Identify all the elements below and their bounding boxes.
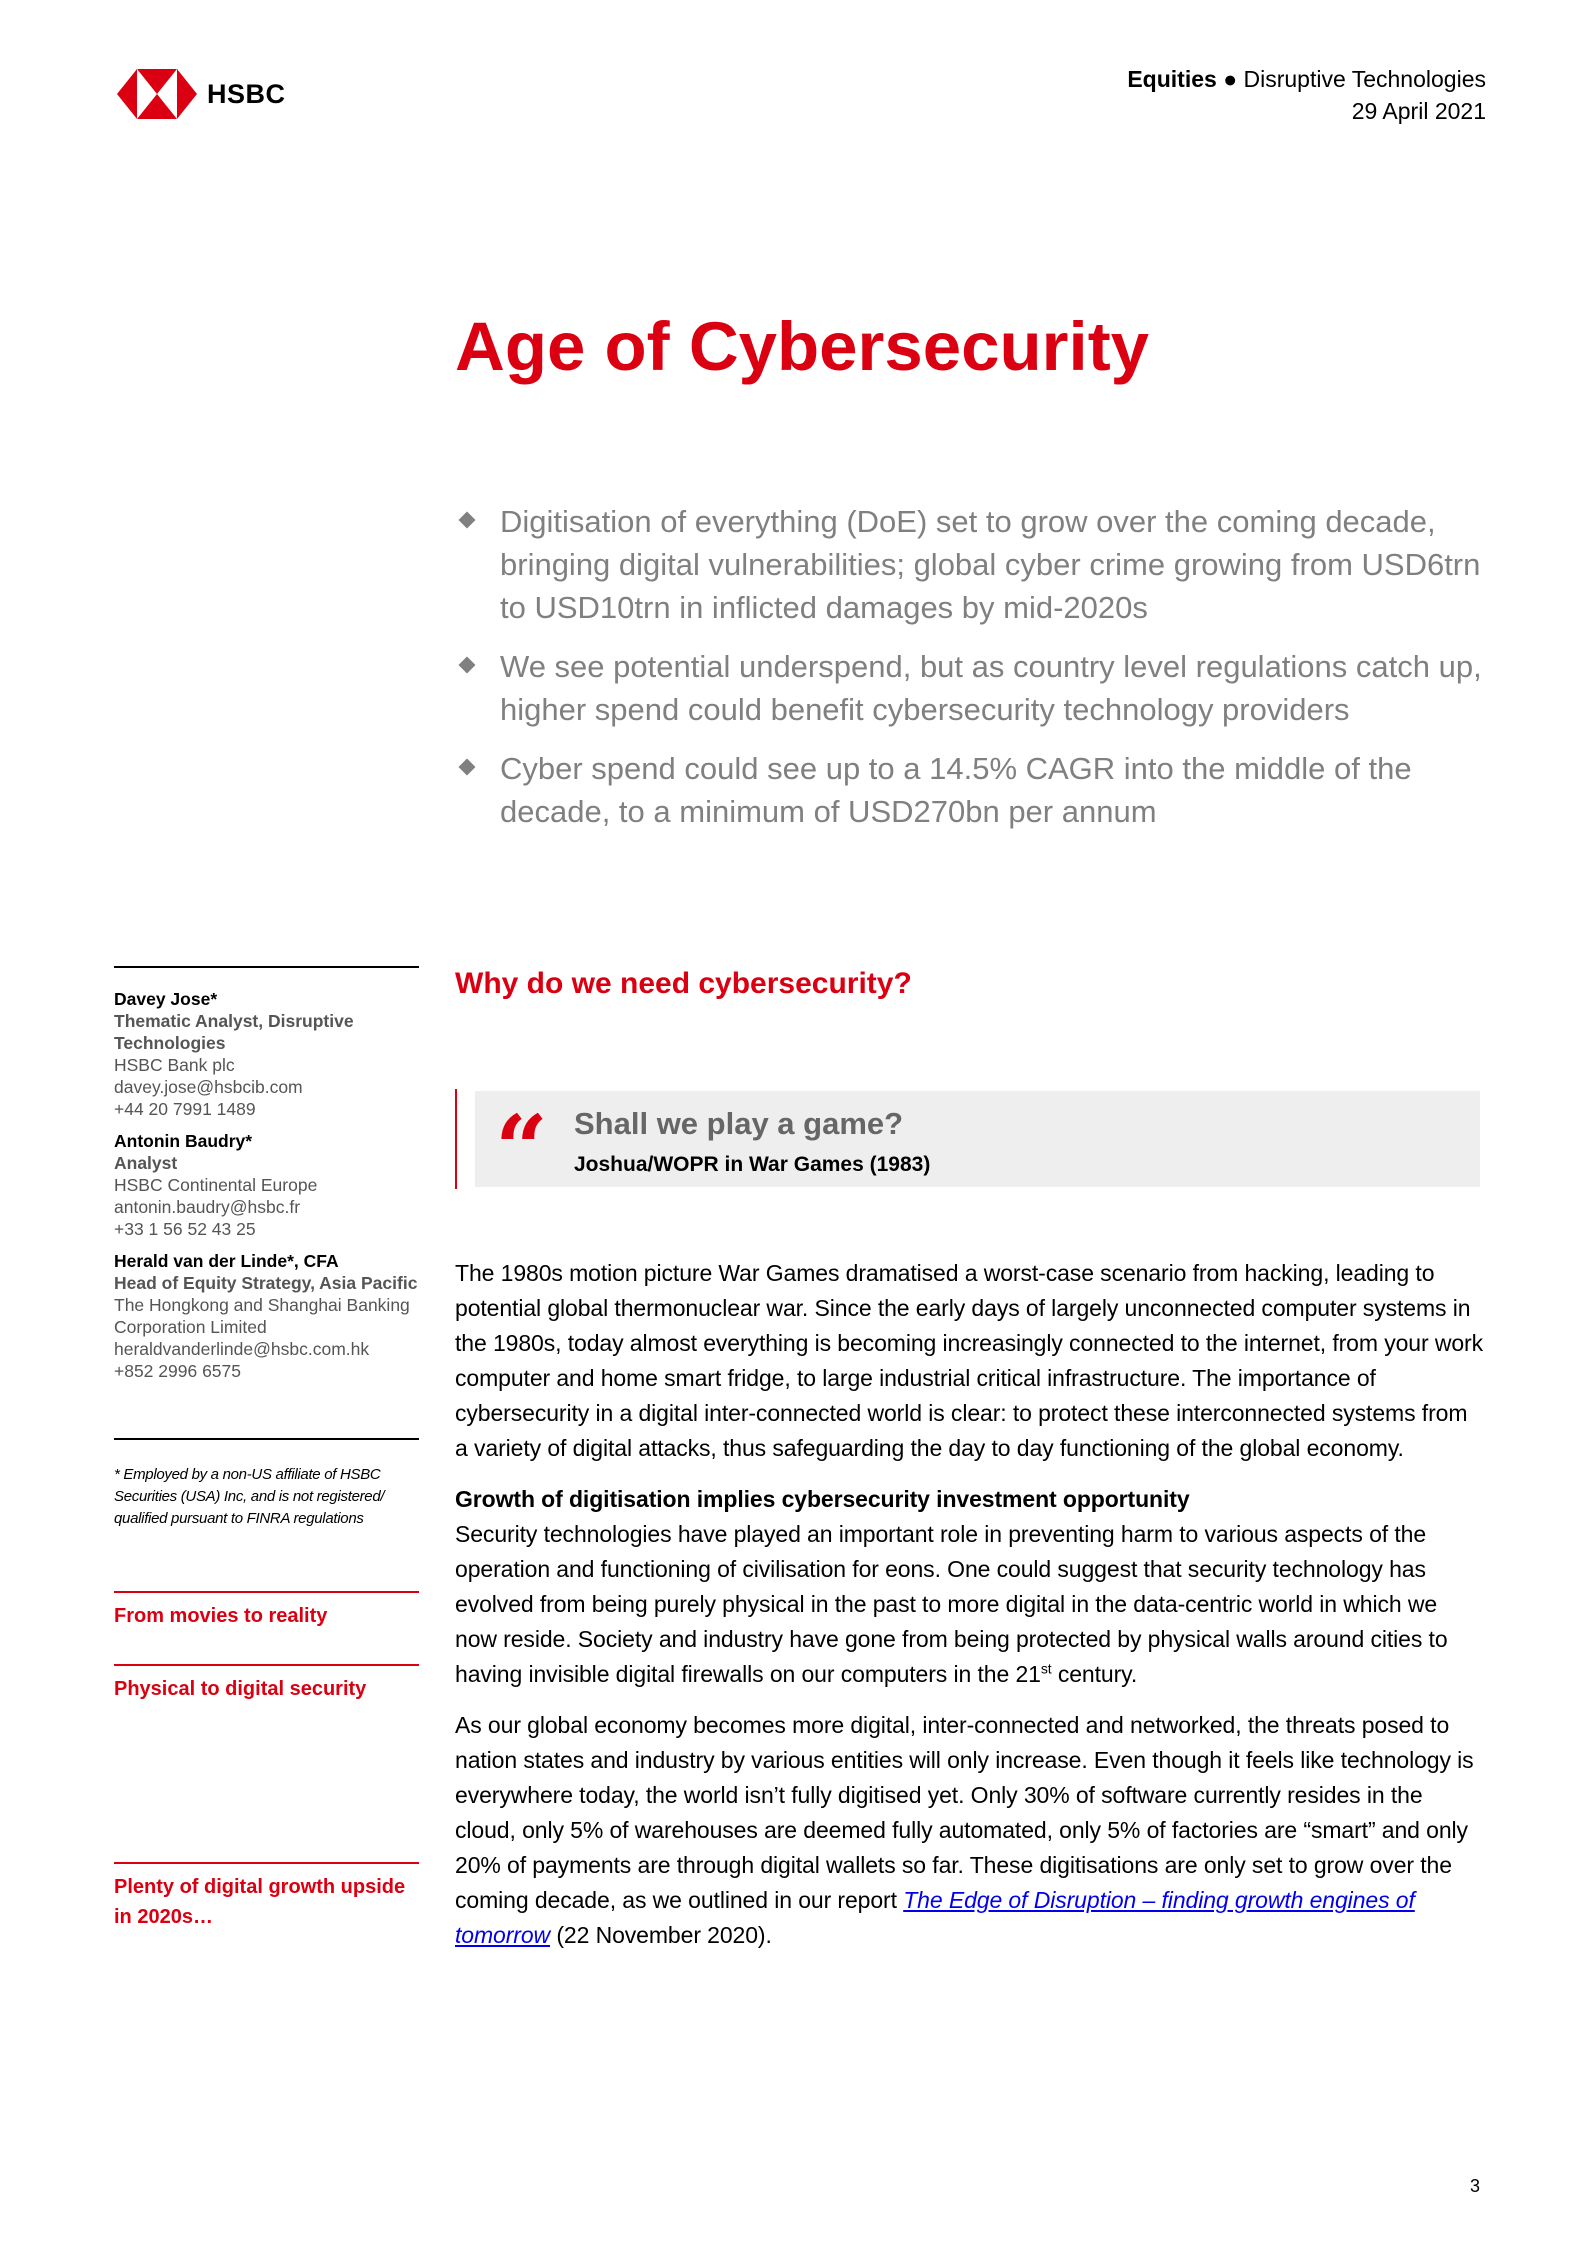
page-number: 3	[1469, 2176, 1480, 2196]
key-point	[455, 645, 1485, 731]
analyst-email[interactable]: antonin.baudry@hsbc.fr	[114, 1197, 301, 1217]
analyst-org: HSBC Bank plc	[114, 1055, 235, 1075]
key-point-text: Cyber spend could see up to a 14.5% CAGR into the middle of the decade, to a minimum of USD270bn per annum	[500, 751, 1412, 829]
analyst-org: The Hongkong and Shanghai Banking Corporation Limited	[114, 1295, 410, 1337]
analyst-name: Antonin Baudry*	[114, 1131, 253, 1151]
hsbc-logo	[117, 69, 286, 119]
analyst-title: Analyst	[114, 1153, 178, 1173]
superscript: st	[1040, 1660, 1052, 1677]
analyst-name: Davey Jose*	[114, 989, 218, 1009]
analyst-phone: +33 1 56 52 43 25	[114, 1219, 256, 1239]
section-heading: Why do we need cybersecurity?	[455, 967, 912, 1000]
quote-accent-bar	[455, 1089, 457, 1189]
subheading: Growth of digitisation implies cybersecurity investment opportunity	[455, 1486, 1190, 1512]
analyst-title: Head of Equity Strategy, Asia Pacific	[114, 1273, 418, 1293]
analyst-phone: +44 20 7991 1489	[114, 1099, 256, 1119]
paragraph-text-end: century.	[1051, 1661, 1138, 1687]
report-header	[1127, 63, 1486, 127]
analyst-title: Thematic Analyst, Disruptive Technologies	[114, 1011, 354, 1053]
disclaimer-note: * Employed by a non-US affiliate of HSBC Securities (USA) Inc, and is not registered/ qualified pursuant to FINRA regulations	[114, 1438, 419, 1530]
sidenote-digital-growth: Plenty of digital growth upside in 2020s…	[114, 1862, 419, 1932]
analyst-email[interactable]: heraldvanderlinde@hsbc.com.hk	[114, 1339, 370, 1359]
diamond-bullet-icon	[459, 657, 476, 674]
paragraph: The 1980s motion picture War Games dramatised a worst-case scenario from hacking, leading to potential global thermonuclear war. Since the early days of largely unconnected computer systems in the 1980s, today almost everything is becoming increasingly connected to the internet, from your work computer and home smart fridge, to large industrial critical infrastructure. The importance of cybersecurity in a digital inter-connected world is clear: to protect these interconnected systems from a variety of digital attacks, thus safeguarding the day to day functioning of the global economy.	[455, 1260, 1484, 1461]
header-bullet: ●	[1223, 66, 1238, 92]
header-date: 29 April 2021	[1351, 98, 1486, 124]
paragraph	[455, 1517, 1485, 1692]
page-title: Age of Cybersecurity	[455, 308, 1150, 385]
quote-mark-icon: “	[495, 1095, 548, 1203]
analyst-card	[114, 1250, 419, 1382]
diamond-bullet-icon	[459, 759, 476, 776]
paragraph-text: As our global economy becomes more digital, inter-connected and networked, the threats posed to nation states and industry by various entities will only increase. Even though it feels like technology is everywhere today, the world isn’t fully digitised yet. Only 30% of software currently resides in the cloud, only 5% of warehouses are deemed fully automated, only 5% of factories are “smart” and only 20% of payments are through digital wallets so far. These digitisations are only set to grow over the coming decade, as we outlined in our report	[455, 1712, 1474, 1913]
diamond-bullet-icon	[459, 512, 476, 529]
key-point-text: Digitisation of everything (DoE) set to grow over the coming decade, bringing digital vulnerabilities; global cyber crime growing from USD6trn to USD10trn in inflicted damages by mid-2020s	[500, 504, 1481, 625]
body-text	[455, 1256, 1485, 1969]
analyst-card	[114, 988, 419, 1120]
header-subsection: Disruptive Technologies	[1243, 66, 1486, 92]
analyst-card	[114, 1130, 419, 1240]
header-section: Equities	[1127, 66, 1217, 92]
key-point-text: We see potential underspend, but as country level regulations catch up, higher spend could benefit cybersecurity technology providers	[500, 649, 1482, 727]
paragraph-text-end: (22 November 2020).	[550, 1922, 772, 1948]
key-point	[455, 747, 1485, 833]
analyst-name: Herald van der Linde*, CFA	[114, 1251, 339, 1271]
analyst-email[interactable]: davey.jose@hsbcib.com	[114, 1077, 303, 1097]
analyst-phone: +852 2996 6575	[114, 1361, 242, 1381]
analyst-org: HSBC Continental Europe	[114, 1175, 318, 1195]
sidenote-physical-to-digital: Physical to digital security	[114, 1664, 419, 1704]
hsbc-hexagon-icon	[117, 69, 197, 119]
paragraph-text: Security technologies have played an important role in preventing harm to various aspects of the operation and functioning of civilisation for eons. One could suggest that security technology has evolved from being purely physical in the past to more digital in the data-centric world in which we now reside. Society and industry have gone from being protected by physical walls around cities to having invisible digital firewalls on our computers in the 21	[455, 1521, 1448, 1687]
quote-source: Joshua/WOPR in War Games (1983)	[574, 1153, 931, 1176]
paragraph	[455, 1708, 1485, 1953]
key-point	[455, 500, 1485, 629]
report-link[interactable]: The Edge of Disruption – finding growth engines of tomorrow	[455, 1887, 1415, 1948]
pull-quote	[455, 1089, 1480, 1203]
key-points-list	[455, 500, 1485, 849]
quote-text: Shall we play a game?	[574, 1106, 904, 1141]
analyst-panel	[114, 966, 419, 1392]
logo-text: HSBC	[207, 78, 286, 109]
sidenote-movies-to-reality: From movies to reality	[114, 1591, 419, 1631]
